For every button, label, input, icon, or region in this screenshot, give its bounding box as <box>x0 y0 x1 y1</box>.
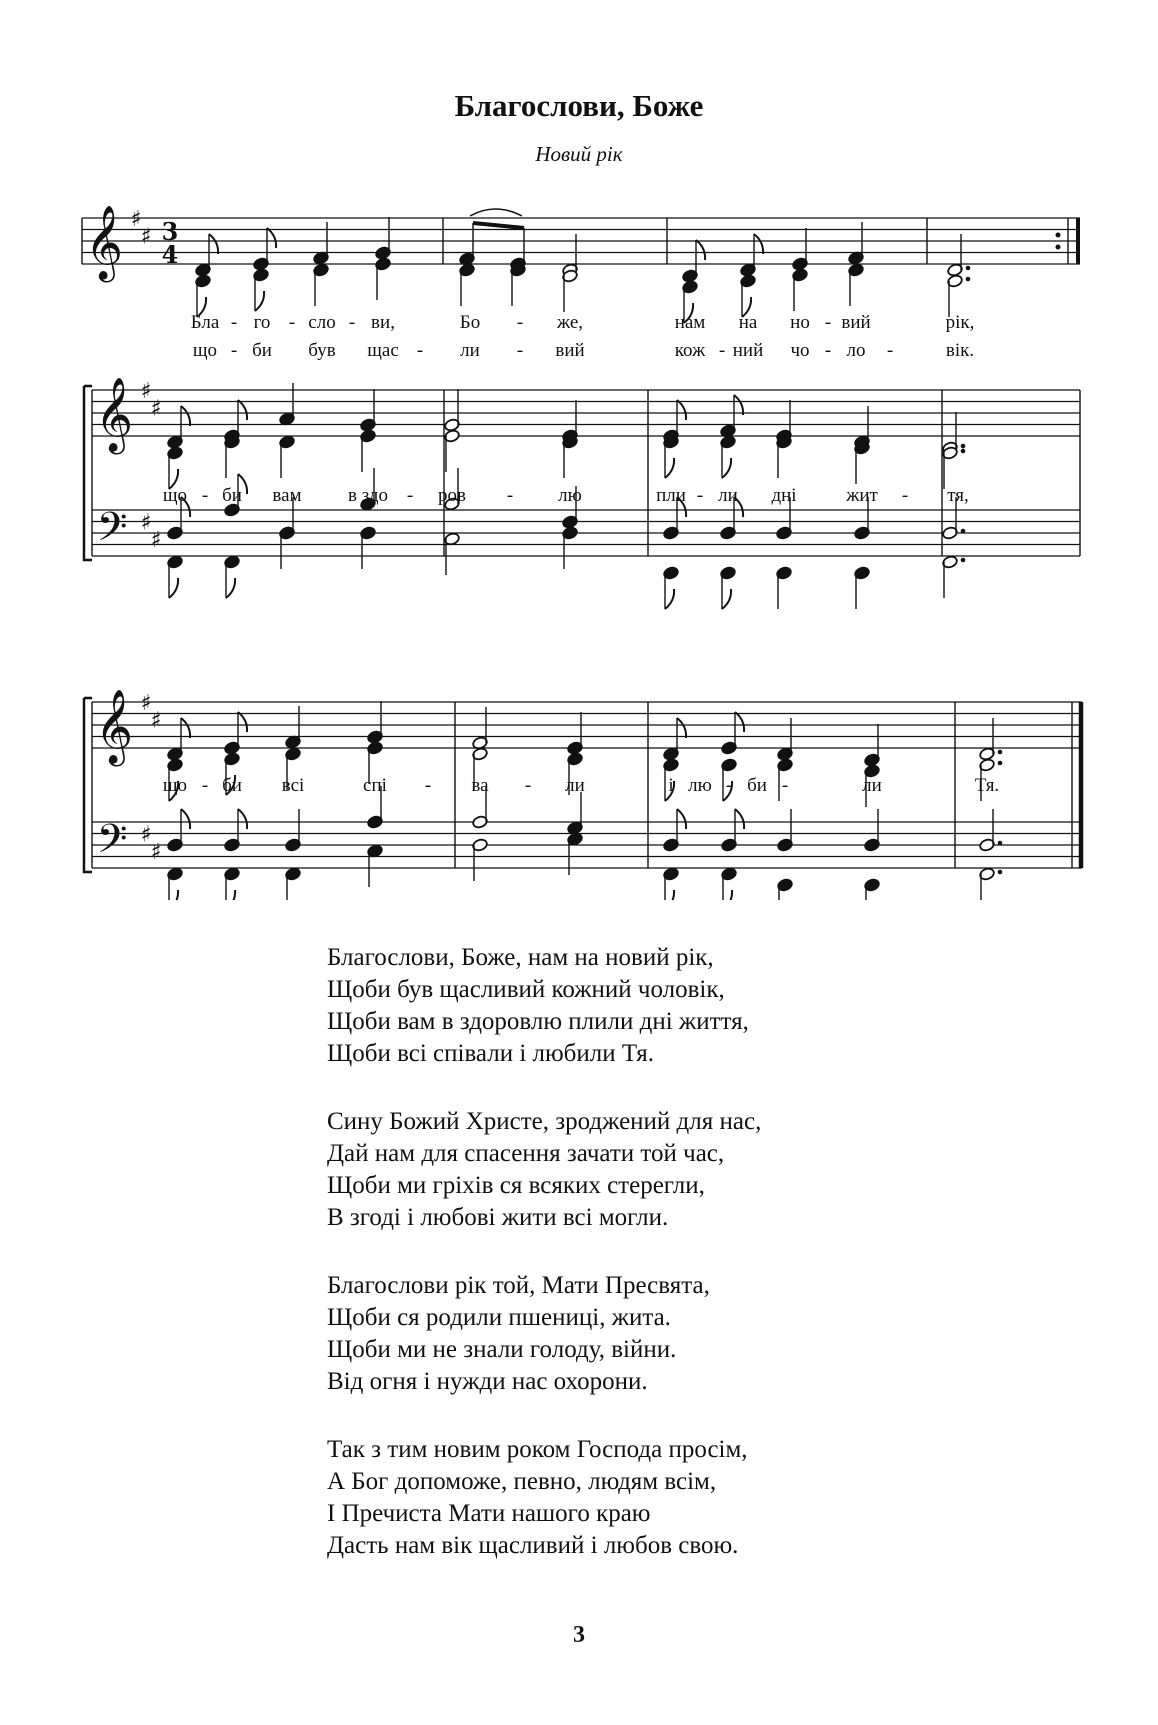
song-title: Благослови, Боже <box>454 88 704 123</box>
lyric-syllable: - <box>718 340 726 361</box>
lyric-syllable: би <box>252 340 272 361</box>
lyric-syllable: ли <box>718 485 738 506</box>
lyric-syllable: би <box>222 485 242 506</box>
lyric-syllable: би <box>747 775 767 796</box>
verse-line: Дасть нам вік щасливий і любов свою. <box>327 1532 739 1559</box>
verse-line: Щоби ми гріхів ся всяких стерегли, <box>327 1172 705 1199</box>
key-sharp-icon: ♯ <box>140 510 152 536</box>
lyric-syllable: - <box>201 775 209 796</box>
note-flag <box>754 234 763 254</box>
verse-line: Сину Божий Христе, зроджений для нас, <box>327 1108 762 1135</box>
note-flag <box>238 400 247 420</box>
lyric-syllable: ний <box>732 340 764 361</box>
repeat-dot <box>1056 245 1061 250</box>
lyric-syllable: - <box>516 340 524 361</box>
verses <box>327 942 761 1598</box>
stanza <box>327 1270 761 1398</box>
verse-line: В згоді і любові жити всі могли. <box>327 1204 669 1231</box>
lyric-syllable: - <box>824 340 832 361</box>
note-flag <box>181 718 190 738</box>
note-flag <box>238 809 247 829</box>
lyric-syllable: тя, <box>947 485 969 506</box>
treble-clef-icon: 𝄞 <box>95 378 133 452</box>
lyric-syllable: - <box>201 485 209 506</box>
note-flag <box>722 589 731 609</box>
note-flag <box>665 589 674 609</box>
lyric-syllable: би <box>222 775 242 796</box>
verse-line: І Пречиста Мати нашого краю <box>327 1500 651 1527</box>
key-sharp-icon: ♯ <box>140 822 152 848</box>
lyric-syllable: ли <box>862 775 882 796</box>
song-subtitle: Новий рік <box>535 142 623 166</box>
verse-line: Благослови, Боже, нам на новий рік, <box>327 944 714 971</box>
lyric-syllable: но <box>790 312 810 333</box>
lyric-syllable: вий <box>841 312 871 333</box>
lyric-syllable: щас <box>367 340 399 361</box>
lyric-syllable: же, <box>556 312 584 333</box>
note-flag <box>723 890 732 900</box>
note-dot <box>966 266 971 271</box>
note-flag <box>181 809 190 829</box>
lyric-syllable: нам <box>674 312 706 333</box>
note-dot <box>998 841 1003 846</box>
verse-line: Щоби ся родили пшениці, жита. <box>327 1304 671 1331</box>
note-dot <box>961 444 966 449</box>
verse-line: Щоби всі співали і любили Тя. <box>327 1040 654 1067</box>
page-number: 3 <box>573 1622 585 1648</box>
lyric-syllable: на <box>738 312 758 333</box>
lyric-syllable: - <box>725 775 733 796</box>
note-dot <box>966 277 971 282</box>
note-flag <box>169 890 178 900</box>
note-flag <box>181 406 190 426</box>
key-sharp-icon: ♯ <box>150 527 162 553</box>
bass-clef-icon: 𝄢 <box>96 504 128 560</box>
lyric-syllable: лю <box>558 485 582 506</box>
note-flag <box>209 234 218 254</box>
note-flag <box>665 890 674 900</box>
repeat-dot <box>1056 233 1061 238</box>
verse-line: А Бог допоможе, певно, людям всім, <box>327 1468 717 1495</box>
key-sharp-icon: ♯ <box>140 691 152 716</box>
verse-line: Дай нам для спасення зачати той час, <box>327 1140 725 1167</box>
lyric-syllable: лю <box>688 775 712 796</box>
lyric-syllable: що <box>192 340 218 361</box>
lyric-syllable: рік, <box>945 312 975 333</box>
lyric-syllable: - <box>506 485 514 506</box>
lyric-syllable: - <box>288 312 296 333</box>
note-flag <box>226 578 235 598</box>
lyric-syllable: сло <box>308 312 336 333</box>
note-dot <box>998 750 1003 755</box>
note-flag <box>677 400 686 420</box>
lyric-syllable: чо <box>790 340 810 361</box>
lyric-syllable: і <box>668 775 674 796</box>
lyric-syllable: спі <box>363 775 387 796</box>
lyric-syllable: - <box>781 775 789 796</box>
note-flag <box>735 712 744 732</box>
note-dot <box>961 558 966 563</box>
verse-line: Від огня і нужди нас охорони. <box>327 1368 648 1395</box>
key-sharp-icon: ♯ <box>140 224 152 250</box>
lyric-syllable: пли <box>656 485 686 506</box>
lyric-syllable: Тя. <box>974 775 1000 796</box>
time-signature-bottom: 4 <box>161 240 179 269</box>
lyric-syllable: - <box>416 340 424 361</box>
note-flag <box>677 718 686 738</box>
lyric-syllable: - <box>524 775 532 796</box>
lyric-syllable: го <box>253 312 271 333</box>
note-dot <box>998 761 1003 766</box>
lyric-syllable: був <box>308 340 336 361</box>
note-flag <box>226 890 235 900</box>
stanza <box>327 942 761 1070</box>
lyric-syllable: - <box>230 340 238 361</box>
lyric-syllable: - <box>696 485 704 506</box>
bass-clef-icon: 𝄢 <box>96 816 128 872</box>
lyric-syllable: вам <box>272 485 302 506</box>
verse-line: Щоби вам в здоровлю плили дні життя, <box>327 1008 749 1035</box>
note-dot <box>998 870 1003 875</box>
note-flag <box>734 395 743 415</box>
lyric-syllable: - <box>824 312 832 333</box>
lyric-syllable: ло <box>846 340 866 361</box>
beam <box>473 223 524 228</box>
lyric-syllable: - <box>230 312 238 333</box>
lyric-syllable: - <box>424 775 432 796</box>
lyric-syllable: Бла <box>190 312 220 333</box>
note-flag <box>722 458 731 478</box>
lyric-syllable: - <box>886 340 894 361</box>
lyric-syllable: ров <box>438 485 466 506</box>
note-dot <box>961 449 966 454</box>
lyric-syllable: вік. <box>945 340 975 361</box>
lyric-syllable: ли <box>460 340 480 361</box>
lyric-syllable: жит <box>846 485 878 506</box>
lyric-syllable: що <box>162 485 188 506</box>
lyric-syllable: ва <box>471 775 489 796</box>
verse-line: Благослови рік той, Мати Пресвята, <box>327 1272 710 1299</box>
system-bracket <box>84 386 92 560</box>
note-flag <box>665 458 674 478</box>
note-flag <box>169 578 178 598</box>
note-flag <box>677 809 686 829</box>
stanza <box>327 1434 761 1562</box>
lyric-syllable: ви, <box>371 312 395 333</box>
lyric-syllable: в здо <box>347 485 389 506</box>
lyric-syllable: що <box>162 775 188 796</box>
lyric-syllable: вий <box>555 340 585 361</box>
treble-clef-icon: 𝄞 <box>95 690 133 764</box>
key-sharp-icon: ♯ <box>130 207 142 232</box>
note-flag <box>696 240 705 260</box>
system-bracket <box>84 698 92 872</box>
time-signature-top: 3 <box>161 217 179 246</box>
verse-line: Щоби ми не знали голоду, війни. <box>327 1336 677 1363</box>
lyric-syllable: всі <box>281 775 305 796</box>
lyric-syllable: - <box>516 312 524 333</box>
note-flag <box>735 809 744 829</box>
treble-clef-icon: 𝄞 <box>85 206 123 280</box>
note-flag <box>255 291 264 311</box>
verse-line: Щоби був щасливий кожний чоловік, <box>327 976 725 1003</box>
lyric-syllable: Бо <box>459 312 481 333</box>
key-sharp-icon: ♯ <box>150 396 162 422</box>
lyric-syllable: - <box>406 485 414 506</box>
verse-line: Так з тим новим роком Господа просім, <box>327 1436 748 1463</box>
note-flag <box>238 712 247 732</box>
lyric-syllable: - <box>348 312 356 333</box>
slur <box>470 209 522 216</box>
note-flag <box>267 228 276 248</box>
key-sharp-icon: ♯ <box>150 708 162 734</box>
note-dot <box>961 529 966 534</box>
lyric-syllable: - <box>901 485 909 506</box>
lyric-syllable: дні <box>771 485 797 506</box>
lyric-syllable: кож <box>674 340 706 361</box>
key-sharp-icon: ♯ <box>140 379 152 404</box>
key-sharp-icon: ♯ <box>150 839 162 865</box>
lyric-syllable: ли <box>565 775 585 796</box>
stanza <box>327 1106 761 1234</box>
